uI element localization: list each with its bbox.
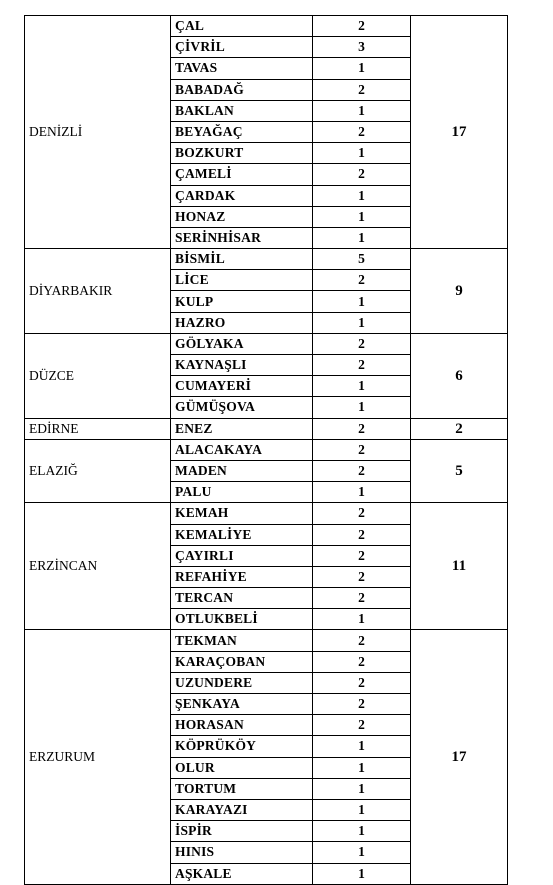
province-name-cell: ERZURUM bbox=[25, 630, 171, 884]
province-total-cell: 5 bbox=[411, 439, 508, 503]
district-name-cell: BİSMİL bbox=[171, 249, 313, 270]
district-count-cell: 1 bbox=[313, 291, 411, 312]
district-count-cell: 3 bbox=[313, 37, 411, 58]
district-count-cell: 1 bbox=[313, 736, 411, 757]
district-count-cell: 1 bbox=[313, 863, 411, 884]
district-count-cell: 5 bbox=[313, 249, 411, 270]
table-row bbox=[25, 503, 508, 524]
district-name-cell: BAKLAN bbox=[171, 100, 313, 121]
district-name-cell: ÇAYIRLI bbox=[171, 545, 313, 566]
district-name-cell: UZUNDERE bbox=[171, 672, 313, 693]
district-name-cell: ŞENKAYA bbox=[171, 694, 313, 715]
district-name-cell: MADEN bbox=[171, 460, 313, 481]
district-name-cell: BEYAĞAÇ bbox=[171, 121, 313, 142]
district-name-cell: CUMAYERİ bbox=[171, 376, 313, 397]
table-row bbox=[25, 439, 508, 460]
district-count-cell: 1 bbox=[313, 185, 411, 206]
district-count-cell: 2 bbox=[313, 460, 411, 481]
district-name-cell: TERCAN bbox=[171, 588, 313, 609]
district-name-cell: OTLUKBELİ bbox=[171, 609, 313, 630]
district-name-cell: LİCE bbox=[171, 270, 313, 291]
province-name-cell: DİYARBAKIR bbox=[25, 249, 171, 334]
province-total-cell: 17 bbox=[411, 630, 508, 884]
table-row bbox=[25, 418, 508, 439]
district-name-cell: ENEZ bbox=[171, 418, 313, 439]
district-count-cell: 2 bbox=[313, 630, 411, 651]
district-count-cell: 2 bbox=[313, 355, 411, 376]
district-count-cell: 2 bbox=[313, 121, 411, 142]
district-count-cell: 2 bbox=[313, 545, 411, 566]
district-count-cell: 2 bbox=[313, 524, 411, 545]
district-name-cell: GÜMÜŞOVA bbox=[171, 397, 313, 418]
district-name-cell: TAVAS bbox=[171, 58, 313, 79]
district-count-cell: 2 bbox=[313, 418, 411, 439]
province-name-cell: ERZİNCAN bbox=[25, 503, 171, 630]
district-name-cell: TEKMAN bbox=[171, 630, 313, 651]
district-name-cell: KULP bbox=[171, 291, 313, 312]
district-count-cell: 1 bbox=[313, 842, 411, 863]
district-name-cell: TORTUM bbox=[171, 778, 313, 799]
district-name-cell: OLUR bbox=[171, 757, 313, 778]
district-name-cell: KAYNAŞLI bbox=[171, 355, 313, 376]
district-count-cell: 1 bbox=[313, 778, 411, 799]
district-count-cell: 2 bbox=[313, 333, 411, 354]
province-name-cell: ELAZIĞ bbox=[25, 439, 171, 503]
district-count-cell: 2 bbox=[313, 715, 411, 736]
district-count-cell: 1 bbox=[313, 821, 411, 842]
district-count-cell: 2 bbox=[313, 566, 411, 587]
district-count-cell: 2 bbox=[313, 439, 411, 460]
district-name-cell: ALACAKAYA bbox=[171, 439, 313, 460]
district-name-cell: PALU bbox=[171, 482, 313, 503]
district-name-cell: KEMALİYE bbox=[171, 524, 313, 545]
district-count-cell: 1 bbox=[313, 206, 411, 227]
district-name-cell: İSPİR bbox=[171, 821, 313, 842]
district-name-cell: ÇAMELİ bbox=[171, 164, 313, 185]
province-total-cell: 6 bbox=[411, 333, 508, 418]
district-count-cell: 1 bbox=[313, 58, 411, 79]
province-total-cell: 17 bbox=[411, 16, 508, 249]
district-name-cell: AŞKALE bbox=[171, 863, 313, 884]
district-count-cell: 2 bbox=[313, 503, 411, 524]
district-count-cell: 2 bbox=[313, 651, 411, 672]
district-name-cell: BOZKURT bbox=[171, 143, 313, 164]
province-total-cell: 11 bbox=[411, 503, 508, 630]
table-body bbox=[25, 16, 508, 885]
district-count-cell: 2 bbox=[313, 588, 411, 609]
district-count-cell: 2 bbox=[313, 270, 411, 291]
district-name-cell: GÖLYAKA bbox=[171, 333, 313, 354]
district-count-cell: 2 bbox=[313, 79, 411, 100]
district-name-cell: HINIS bbox=[171, 842, 313, 863]
district-name-cell: KARAÇOBAN bbox=[171, 651, 313, 672]
district-count-cell: 1 bbox=[313, 376, 411, 397]
district-name-cell: SERİNHİSAR bbox=[171, 227, 313, 248]
district-count-cell: 1 bbox=[313, 100, 411, 121]
district-count-cell: 1 bbox=[313, 757, 411, 778]
district-name-cell: HAZRO bbox=[171, 312, 313, 333]
province-total-cell: 2 bbox=[411, 418, 508, 439]
district-count-cell: 1 bbox=[313, 312, 411, 333]
district-name-cell: KARAYAZI bbox=[171, 799, 313, 820]
district-count-cell: 1 bbox=[313, 609, 411, 630]
province-name-cell: DÜZCE bbox=[25, 333, 171, 418]
table-row bbox=[25, 249, 508, 270]
province-name-cell: DENİZLİ bbox=[25, 16, 171, 249]
district-name-cell: REFAHİYE bbox=[171, 566, 313, 587]
table-row bbox=[25, 333, 508, 354]
district-count-cell: 1 bbox=[313, 227, 411, 248]
district-count-cell: 1 bbox=[313, 799, 411, 820]
district-distribution-table bbox=[24, 15, 508, 885]
district-name-cell: KÖPRÜKÖY bbox=[171, 736, 313, 757]
district-count-cell: 2 bbox=[313, 16, 411, 37]
district-count-cell: 2 bbox=[313, 164, 411, 185]
district-count-cell: 2 bbox=[313, 672, 411, 693]
district-name-cell: HORASAN bbox=[171, 715, 313, 736]
district-name-cell: ÇİVRİL bbox=[171, 37, 313, 58]
district-count-cell: 1 bbox=[313, 482, 411, 503]
table-row bbox=[25, 16, 508, 37]
province-name-cell: EDİRNE bbox=[25, 418, 171, 439]
district-name-cell: ÇARDAK bbox=[171, 185, 313, 206]
district-name-cell: BABADAĞ bbox=[171, 79, 313, 100]
table-row bbox=[25, 630, 508, 651]
province-total-cell: 9 bbox=[411, 249, 508, 334]
district-count-cell: 2 bbox=[313, 694, 411, 715]
district-count-cell: 1 bbox=[313, 397, 411, 418]
district-name-cell: KEMAH bbox=[171, 503, 313, 524]
district-count-cell: 1 bbox=[313, 143, 411, 164]
district-name-cell: ÇAL bbox=[171, 16, 313, 37]
district-name-cell: HONAZ bbox=[171, 206, 313, 227]
